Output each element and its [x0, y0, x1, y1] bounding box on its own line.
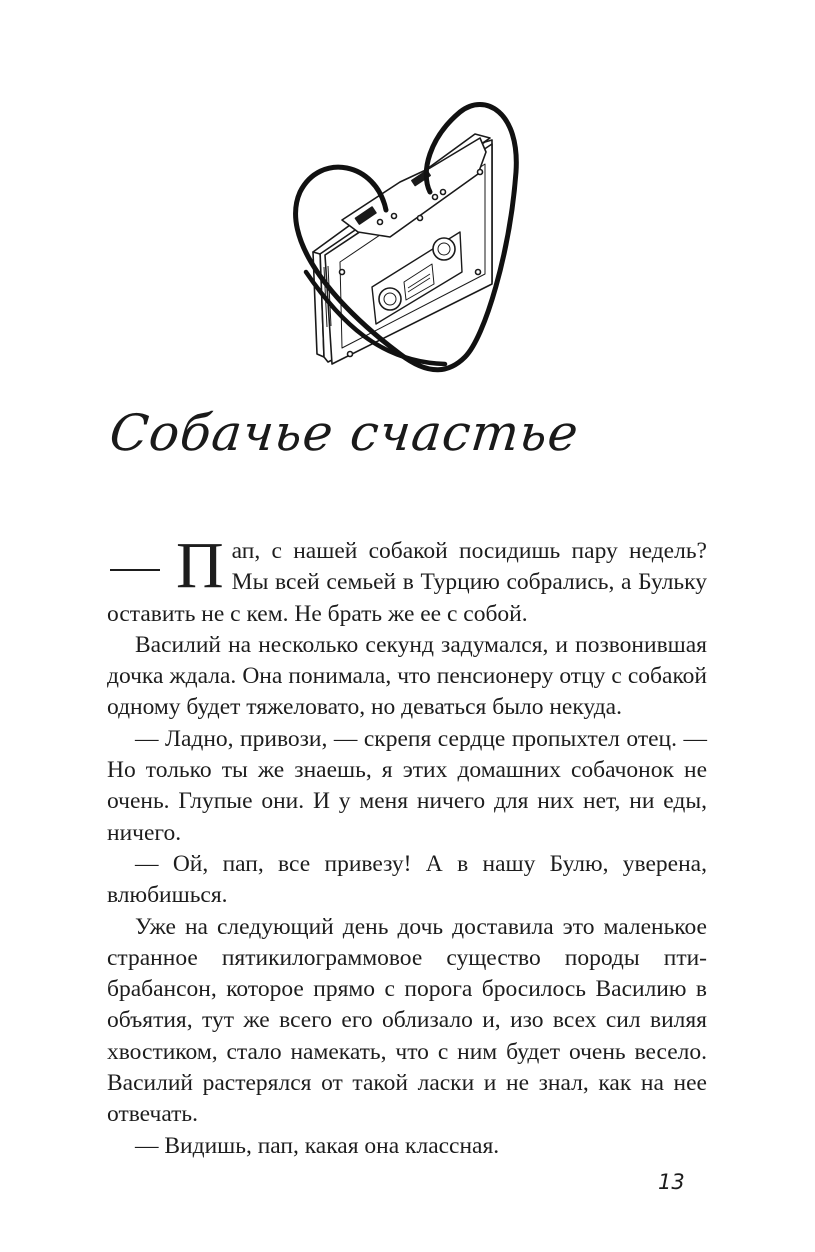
paragraph: Уже на следующий день дочь доставила это маленькое странное пятикилограммовое существо породы пти-брабансон, которое прямо с порога бросилось Василию в объятия, тут же всего его облизало и, изо всех сил виляя хвостиком, стало намекать, что с ним будет очень весело. Василий растерялся от такой ласки и не знал, как на нее отвечать. — [107, 913, 707, 1128]
page-number: 13 — [658, 1170, 685, 1194]
lead-dash — [110, 569, 160, 571]
paragraph: — Видишь, пап, какая она классная. — [135, 1132, 500, 1159]
paragraph: Василий на несколько секунд задумался, и позвонившая дочка ждала. Она понимала, что пенсионеру отцу с собакой одному будет тяжеловато, но деваться было некуда. — [107, 631, 707, 721]
first-paragraph — [107, 529, 707, 630]
paragraph: — Ой, пап, все привезу! А в нашу Булю, уверена, влюбишься. — [107, 850, 707, 909]
paragraph: — Ладно, привози, — скрепя сердце пропыхтел отец. — Но только ты же знаешь, я этих домашних собачонок не очень. Глупые они. И у меня ничего для них нет, ни еды, ничего. — [107, 725, 707, 846]
drop-cap: П — [176, 529, 224, 602]
cassette-tape-heart-icon — [280, 92, 520, 377]
chapter-body — [107, 529, 707, 1162]
chapter-title: Собачье счастье — [106, 404, 582, 462]
first-paragraph-text: ап, с нашей собакой посидишь пару недель? Мы всей семьей в Турцию собрались, а Бульку оставить не с кем. Не брать же ее с собой. — [107, 538, 707, 627]
